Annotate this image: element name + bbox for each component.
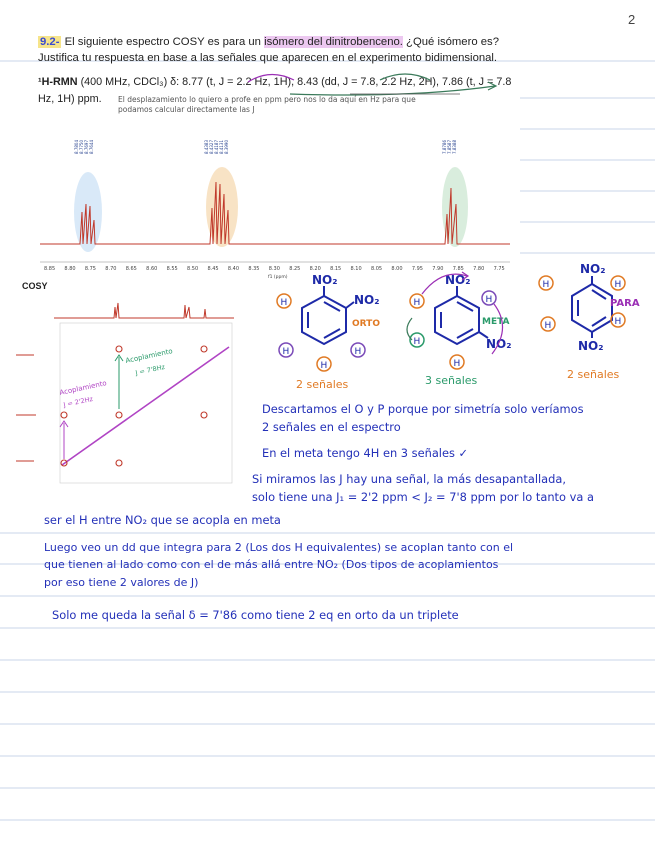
- meta-h-4: H: [453, 359, 461, 369]
- question-number: 9.2-: [40, 36, 60, 48]
- note-line-10: Solo me queda la señal δ = 7'86 como tiene 2 eq en orto da un triplete: [52, 608, 459, 622]
- svg-text:7.8587: 7.8587: [447, 140, 452, 154]
- question-line2: Justifica tu respuesta en base a las señales que aparecen en el experimento bidimensional.: [38, 52, 498, 64]
- spec-tick-label: 8.20: [309, 266, 321, 272]
- para-h-1: H: [542, 280, 550, 290]
- cosy-annotation-2: Acoplamiento: [58, 379, 108, 397]
- spec-tick-label: 8.75: [84, 266, 97, 272]
- note-line-7: Luego veo un dd que integra para 2 (Los dos H equivalentes) se acoplan tanto con el: [44, 541, 514, 554]
- meta-h-1: H: [413, 298, 421, 308]
- ortho-no2-1: NO₂: [312, 273, 338, 287]
- spec-tick-label: 8.55: [166, 266, 178, 272]
- svg-text:8.4187: 8.4187: [214, 140, 219, 154]
- meta-signals: 3 señales: [425, 374, 478, 387]
- nmr-line1: (400 MHz, CDCl₃) δ: 8.77 (t, J = 2.2 Hz, 1H), 8.43 (dd, J = 7.8, 2.2 Hz, 2H), 7.86 (t, J = 7.8: [80, 76, 512, 88]
- ortho-isomer: [277, 273, 380, 391]
- meta-label: META: [482, 317, 510, 327]
- svg-text:8.7644: 8.7644: [89, 140, 94, 154]
- para-isomer: [539, 262, 640, 381]
- question-highlight: isómero del dinitrobenceno.: [264, 36, 403, 48]
- para-no2-2: NO₂: [578, 339, 604, 353]
- nmr-spectrum: [40, 112, 510, 280]
- svg-text:8.7804: 8.7804: [74, 140, 79, 154]
- svg-text:8.4131: 8.4131: [219, 140, 224, 154]
- spec-tick-label: 8.45: [207, 266, 219, 272]
- para-h-3: H: [544, 321, 552, 331]
- spec-tick-label: 7.75: [493, 266, 505, 272]
- para-label: PARA: [610, 298, 640, 309]
- spec-tick-label: 7.90: [432, 266, 444, 272]
- svg-text:8.7697: 8.7697: [84, 140, 89, 154]
- note-line-9: por eso tiene 2 valores de J): [44, 576, 199, 589]
- spec-tick-label: 8.60: [146, 266, 158, 272]
- spec-tick-label: 8.35: [248, 266, 260, 272]
- meta-h-2: H: [485, 295, 493, 305]
- meta-no2-1: NO₂: [445, 273, 471, 287]
- svg-text:8.3990: 8.3990: [224, 140, 229, 154]
- ortho-h-2: H: [282, 347, 290, 357]
- question-text: [38, 34, 638, 66]
- ortho-signals: 2 señales: [296, 378, 349, 391]
- spec-tick-label: 8.30: [268, 266, 280, 272]
- cosy-plot: [14, 283, 254, 501]
- svg-text:7.8388: 7.8388: [452, 140, 457, 154]
- spec-tick-label: 8.70: [105, 266, 117, 272]
- spec-tick-label: 7.80: [473, 266, 485, 272]
- ortho-h-4: H: [354, 347, 362, 357]
- ortho-h-3: H: [320, 361, 328, 371]
- spec-tick-label: 8.85: [44, 266, 56, 272]
- para-h-4: H: [614, 317, 622, 327]
- ortho-h-1: H: [280, 298, 288, 308]
- isomer-structures: [262, 258, 655, 394]
- cosy-title: COSY: [22, 281, 48, 291]
- question-line1-post: ¿Qué isómero es?: [406, 36, 499, 48]
- svg-text:8.4327: 8.4327: [209, 140, 214, 154]
- nmr-line2: Hz, 1H) ppm.: [38, 93, 102, 105]
- para-no2-1: NO₂: [580, 262, 606, 276]
- cosy-annotation-1: Acoplamiento: [124, 347, 174, 365]
- note-line-3: En el meta tengo 4H en 3 señales ✓: [262, 446, 469, 460]
- question-line1-pre: El siguiente espectro COSY es para un: [64, 36, 261, 48]
- spec-tick-label: 8.05: [370, 266, 383, 272]
- cosy-annotation-1-j: J = 7'8Hz: [134, 362, 166, 377]
- nmr-note: El desplazamiento lo quiero a profe en ppm pero nos lo da aquí en Hz para que podamos calcular directamente las J: [118, 95, 416, 114]
- spec-tick-label: 7.85: [452, 266, 464, 272]
- para-signals: 2 señales: [567, 368, 620, 381]
- ortho-label: ORTO: [352, 319, 380, 329]
- meta-no2-2: NO₂: [486, 337, 512, 351]
- meta-isomer: [407, 272, 512, 387]
- ortho-no2-2: NO₂: [354, 293, 380, 307]
- spec-tick-label: 8.10: [350, 266, 362, 272]
- note-line-6: ser el H entre NO₂ que se acopla en meta: [44, 513, 281, 527]
- svg-text:8.4383: 8.4383: [204, 140, 209, 154]
- svg-text:8.7750: 8.7750: [79, 140, 84, 154]
- nmr-label: ¹H-RMN: [38, 76, 78, 88]
- cosy-annotation-2-j: J = 2'2Hz: [62, 394, 94, 409]
- spec-xlabel: f1 (ppm): [268, 275, 288, 280]
- spec-tick-label: 8.15: [330, 266, 342, 272]
- note-line-5: solo tiene una J₁ = 2'2 ppm < J₂ = 7'8 ppm por lo tanto va a: [252, 490, 594, 504]
- spec-tick-label: 8.00: [391, 266, 403, 272]
- note-line-8: que tienen al lado como con el de más allá entre NO₂ (Dos tipos de acoplamientos: [44, 558, 499, 571]
- note-line-2: 2 señales en el espectro: [262, 420, 401, 434]
- spec-tick-label: 8.40: [227, 266, 240, 272]
- spec-tick-label: 8.25: [289, 266, 301, 272]
- svg-text:7.8786: 7.8786: [442, 140, 447, 154]
- spec-tick-label: 7.95: [411, 266, 423, 272]
- note-line-4: Si miramos las J hay una señal, la más desapantallada,: [252, 472, 566, 486]
- para-h-2: H: [614, 280, 622, 290]
- spec-tick-label: 8.80: [64, 266, 76, 272]
- spec-tick-label: 8.65: [125, 266, 137, 272]
- page-number: 2: [628, 12, 636, 27]
- nmr-annotation-arrows: [230, 64, 510, 104]
- meta-h-3: H: [413, 337, 421, 347]
- note-line-1: Descartamos el O y P porque por simetría solo veríamos: [262, 402, 584, 416]
- spec-tick-label: 8.50: [187, 266, 199, 272]
